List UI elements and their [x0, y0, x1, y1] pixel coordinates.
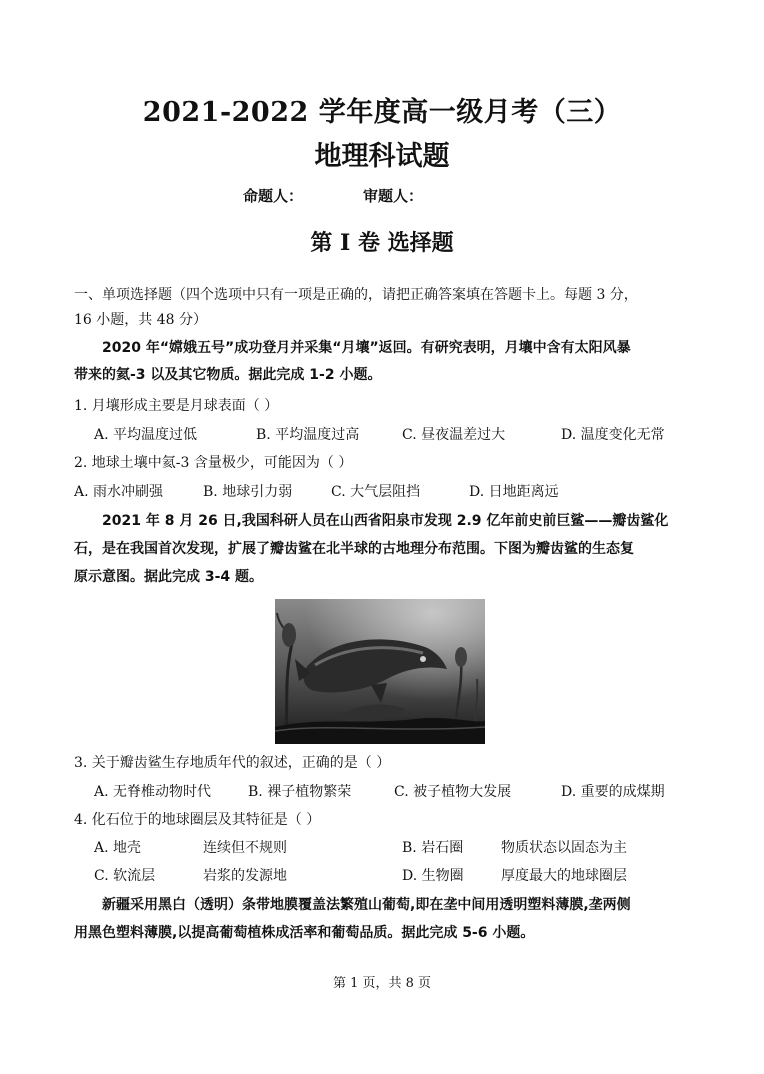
q2-option-a: A. 雨水冲刷强: [74, 484, 164, 500]
q3-stem: 3. 关于瓣齿鲨生存地质年代的叙述，正确的是（ ）: [74, 755, 391, 771]
q2-stem: 2. 地球土壤中氦-3 含量极少，可能因为（ ）: [74, 455, 353, 471]
setter-label: 命题人：: [243, 187, 304, 205]
passage3-line2: 用黑色塑料薄膜,以提高葡萄植株成活率和葡萄品质。据此完成 5-6 小题。: [74, 925, 535, 941]
exam-title: 2021-2022 学年度高一级月考（三）: [142, 97, 622, 128]
section-intro-line1: 一、单项选择题（四个选项中只有一项是正确的，请把正确答案填在答题卡上。每题 3 分，: [74, 287, 638, 303]
passage3-line1: 新疆采用黑白（透明）条带地膜覆盖法繁殖山葡萄,即在垄中间用透明塑料薄膜,垄两侧: [102, 897, 631, 913]
q4-option-d-desc: 厚度最大的地球圈层: [501, 868, 627, 884]
page-footer: 第 1 页，共 8 页: [332, 976, 432, 991]
q2-option-b: B. 地球引力弱: [203, 484, 293, 500]
q4-option-a-desc: 连续但不规则: [203, 840, 287, 856]
passage2-line2: 石，是在我国首次发现，扩展了瓣齿鲨在北半球的古地理分布范围。下图为瓣齿鲨的生态复: [74, 541, 634, 557]
q4-stem: 4. 化石位于的地球圈层及其特征是（ ）: [74, 812, 321, 828]
q3-option-b: B. 裸子植物繁荣: [248, 784, 352, 800]
q4-option-b-desc: 物质状态以固态为主: [501, 840, 627, 856]
q4-option-c-letter: C. 软流层: [94, 868, 156, 884]
q3-option-d: D. 重要的成煤期: [561, 784, 665, 800]
volume-title: 第 I 卷 选择题: [310, 230, 454, 256]
q3-option-a: A. 无脊椎动物时代: [94, 784, 212, 800]
q2-option-c: C. 大气层阻挡: [331, 484, 421, 500]
q1-option-d: D. 温度变化无常: [561, 427, 665, 443]
passage1-line1: 2020 年“嫦娥五号”成功登月并采集“月壤”返回。有研究表明，月壤中含有太阳风暴: [102, 340, 631, 356]
passage2-line3: 原示意图。据此完成 3-4 题。: [74, 569, 264, 585]
q1-option-b: B. 平均温度过高: [256, 427, 360, 443]
q1-option-a: A. 平均温度过低: [94, 427, 198, 443]
passage1-line2: 带来的氦-3 以及其它物质。据此完成 1-2 小题。: [74, 367, 382, 383]
q2-option-d: D. 日地距离远: [469, 484, 559, 500]
q4-option-b-letter: B. 岩石圈: [402, 840, 464, 856]
q1-stem: 1. 月壤形成主要是月球表面（ ）: [74, 398, 279, 414]
shark-reconstruction-image: [275, 599, 485, 744]
q1-option-c: C. 昼夜温差过大: [402, 427, 506, 443]
setter-line: [243, 185, 423, 206]
reviewer-label: 审题人：: [363, 187, 424, 205]
q4-option-d-letter: D. 生物圈: [402, 868, 464, 884]
q4-option-c-desc: 岩浆的发源地: [203, 868, 287, 884]
passage2-line1: 2021 年 8 月 26 日,我国科研人员在山西省阳泉市发现 2.9 亿年前史前巨鲨——瓣齿鲨化: [102, 513, 669, 529]
section-intro-line2: 16 小题，共 48 分）: [74, 312, 207, 328]
q4-option-a-letter: A. 地壳: [94, 840, 142, 856]
exam-subtitle: 地理科试题: [314, 141, 450, 172]
q3-option-c: C. 被子植物大发展: [394, 784, 512, 800]
